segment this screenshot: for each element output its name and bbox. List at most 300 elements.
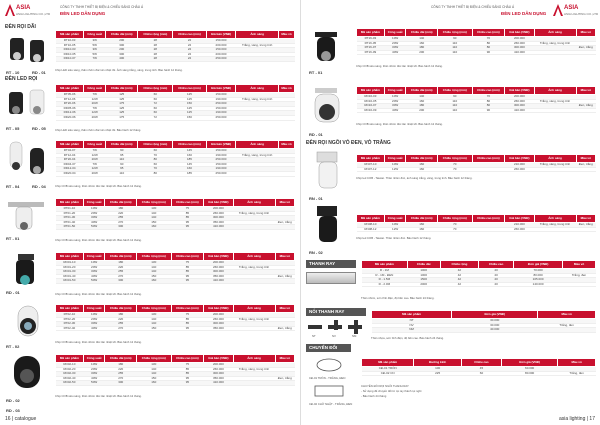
table-cell: RD01-40: [56, 274, 84, 279]
table-cell: [534, 50, 576, 55]
table-cell: RT05-06: [56, 93, 84, 98]
table-cell: 60: [461, 371, 501, 376]
table-header-cell: Công suất: [83, 253, 105, 261]
table-header-cell: Chiều rộng (mm): [136, 305, 171, 313]
table-cell: Trắng, vàng, trung tính: [236, 97, 279, 102]
table-cell: 260.000: [204, 265, 233, 270]
catalog-title: ĐÈN LED DÂN DỤNG: [60, 11, 106, 16]
table-cell: 200.000: [206, 43, 236, 48]
table-cell: 20: [479, 269, 514, 274]
table-cell: 180: [406, 104, 437, 109]
table-cell: 200.000: [206, 52, 236, 57]
table-cell: Trắng, vàng, trung tính: [236, 153, 279, 158]
table-row: [372, 328, 596, 333]
product-image-rn08: [309, 204, 349, 248]
adapter-round-icon: [309, 356, 349, 374]
table-cell: Trắng, vàng, trung tính: [233, 317, 275, 322]
table-cell: 300: [106, 43, 138, 48]
table-header-cell: Mã sản phẩm: [362, 261, 408, 269]
table-header-cell: Ánh sáng: [236, 31, 279, 39]
table-cell: CĐ-01 TRÒN: [362, 367, 414, 372]
table-header-cell: Chiều dài (mm): [105, 305, 136, 313]
table-cell: RT12-04: [56, 153, 84, 158]
table-cell: RD16-03: [357, 95, 385, 100]
table-cell: Đen, trắng: [576, 104, 595, 109]
table-cell: 80: [472, 104, 505, 109]
table-row: [357, 227, 596, 232]
table-cell: 125: [106, 97, 138, 102]
table-cell: 200: [106, 48, 138, 53]
spot-light-icon: [309, 204, 349, 248]
table-cell: 60: [138, 162, 173, 167]
table-cell: 260.000: [204, 367, 233, 372]
product-label: RT - 04: [6, 184, 20, 189]
table-cell: 42: [440, 273, 478, 278]
table-cell: 300.000: [505, 46, 534, 51]
table-cell: 150: [173, 115, 206, 120]
table-cell: 260.000: [505, 227, 534, 232]
table-cell: [275, 381, 294, 386]
table-header-cell: Chiều rộng (mm): [138, 31, 173, 39]
track-light-icon: [6, 84, 50, 124]
adapter-label: CĐ-02 CHỮ NHẬT - TRẮNG, ĐEN: [309, 402, 353, 406]
table-row: [357, 50, 596, 55]
table-cell: RD16-05: [357, 99, 385, 104]
table-cell: RT16-07: [357, 46, 385, 51]
table-cell: 12W: [84, 167, 106, 172]
table-header-cell: Chiều rộng (mm): [138, 85, 173, 93]
table-cell: [538, 328, 596, 333]
table-cell: 130: [136, 363, 171, 368]
table-cell: 220: [105, 367, 136, 372]
table-cell: Trắng, vàng, trung tính: [233, 265, 275, 270]
table-cell: 270: [105, 274, 136, 279]
table-cell: 12W: [384, 167, 406, 172]
table-header-cell: Đường kính: [414, 359, 461, 367]
table-header-cell: Công suất: [384, 215, 406, 223]
table-cell: RD02-30: [56, 372, 84, 377]
table-row: [362, 282, 596, 287]
table-cell: 30.000: [452, 323, 538, 328]
table-cell: [576, 167, 595, 172]
table-cell: 30W: [384, 104, 406, 109]
product-label: RT - 05: [6, 126, 20, 131]
spec-table: [356, 154, 596, 172]
table-cell: Trắng, vàng, trung tính: [236, 43, 279, 48]
product-image-rd02: [6, 352, 50, 396]
table-cell: 60: [138, 97, 173, 102]
table-cell: RT01-10: [56, 207, 84, 212]
table-cell: 75: [171, 363, 204, 368]
spec-table: [55, 84, 295, 121]
table-cell: 250.000: [206, 102, 236, 107]
table-cell: 110: [437, 108, 472, 113]
table-cell: 140: [136, 265, 171, 270]
table-header-cell: Công suất: [83, 199, 105, 207]
table-cell: 40W: [384, 108, 406, 113]
product-image-rt16: [309, 30, 349, 68]
spec-table: [356, 86, 596, 113]
spec-table: [356, 28, 596, 55]
table-header-cell: Chiều dài (mm): [406, 87, 437, 95]
table-cell: RT16-05: [357, 41, 385, 46]
table-header-cell: Giá bán (VNĐ): [206, 141, 236, 149]
company-name: CÔNG TY TNHH THIẾT BỊ ĐIỆN & CHIẾU SÁNG CHÂU Á: [60, 5, 144, 9]
spot-light-icon: [309, 150, 349, 194]
table-cell: 28: [138, 43, 173, 48]
table-cell: 200.000: [204, 261, 233, 266]
table-cell: [472, 227, 505, 232]
table-header-cell: Chiều dài (mm): [105, 253, 136, 261]
table-cell: 110: [437, 50, 472, 55]
table-cell: 95: [171, 381, 204, 386]
table-note: Chip COB siêu sáng, thân nhôm đúc tản nhiệt tốt. Bảo hành 12 tháng.: [55, 394, 142, 398]
table-cell: 260.000: [505, 41, 534, 46]
table-cell: 190.000: [206, 167, 236, 172]
track-light-icon: [309, 30, 349, 68]
table-cell: 200: [106, 39, 138, 44]
table-cell: 20W: [84, 171, 106, 176]
table-header-cell: Chiều dài (mm): [106, 85, 138, 93]
table-cell: 190.000: [206, 97, 236, 102]
logo-text: ASIA: [16, 5, 31, 11]
table-cell: RT16-09: [357, 50, 385, 55]
spec-table: [55, 30, 295, 62]
right-header: [301, 3, 600, 25]
table-cell: 85: [171, 317, 204, 322]
table-cell: 130: [136, 261, 171, 266]
table-cell: RD10-03: [56, 48, 84, 53]
table-cell: RD01-30: [56, 270, 84, 275]
table-note: Chip COB siêu sáng, thân nhôm đúc tản nhiệt tốt. Bảo hành 12 tháng.: [55, 238, 142, 242]
table-cell: 110: [437, 46, 472, 51]
table-cell: 30W: [384, 46, 406, 51]
table-cell: NM: [372, 328, 452, 333]
section-bar-chuyen-doi: CHUYỂN ĐỔI: [306, 344, 351, 352]
logo-text: ASIA: [564, 5, 579, 11]
table-header-cell: Màu vỏ: [576, 29, 595, 37]
table-header-cell: Giá bán (VNĐ): [505, 155, 534, 163]
table-cell: 95: [106, 167, 138, 172]
table-cell: 210.000: [505, 223, 534, 228]
table-cell: 180: [406, 46, 437, 51]
table-header-cell: Chiều cao (mm): [171, 253, 204, 261]
track-light-icon: [6, 138, 50, 182]
table-note: Chip COB siêu sáng, thân nhôm đúc tản nhiệt tốt. Bảo hành 12 tháng.: [356, 64, 443, 68]
table-header-cell: Chiều rộng: [440, 261, 478, 269]
table-cell: 12W: [84, 111, 106, 116]
table-cell: 200.000: [505, 95, 534, 100]
table-cell: 190.000: [206, 111, 236, 116]
table-cell: 150: [136, 220, 171, 225]
table-cell: 50W: [83, 279, 105, 284]
table-cell: 140: [136, 322, 171, 327]
table-cell: 10W: [384, 163, 406, 168]
product-label: RD - 01: [309, 132, 323, 137]
table-cell: 20W: [384, 41, 406, 46]
table-cell: 145: [173, 162, 206, 167]
table-header-cell: Ánh sáng: [534, 29, 576, 37]
table-cell: 10W: [83, 313, 105, 318]
brand-logo: [553, 4, 599, 18]
table-cell: 125: [106, 93, 138, 98]
table-cell: 95: [171, 220, 204, 225]
table-cell: 250.000: [206, 158, 236, 163]
table-cell: 10W: [384, 223, 406, 228]
table-cell: 125: [106, 111, 138, 116]
table-cell: RD12-06: [56, 111, 84, 116]
table-cell: Đen, trắng: [576, 163, 595, 168]
table-cell: 150: [173, 102, 206, 107]
table-cell: 80: [472, 46, 505, 51]
table-cell: 12W: [384, 227, 406, 232]
table-cell: RD16-09: [357, 108, 385, 113]
table-cell: 28: [138, 57, 173, 62]
table-cell: 90: [472, 108, 505, 113]
table-header-cell: Màu vỏ: [275, 305, 294, 313]
table-cell: 30W: [83, 270, 105, 275]
table-cell: 255: [105, 322, 136, 327]
table-cell: 80.000: [514, 273, 563, 278]
table-cell: 150: [136, 326, 171, 331]
table-cell: 150.000: [206, 162, 236, 167]
table-header-cell: Mã sản phẩm: [56, 355, 84, 363]
table-header-cell: Mã sản phẩm: [56, 141, 84, 149]
table-cell: 42: [440, 278, 478, 283]
table-header-cell: Chiều cao: [461, 359, 501, 367]
table-cell: 95: [171, 225, 204, 230]
table-cell: RT01-40: [56, 220, 84, 225]
table-cell: 1000: [407, 269, 440, 274]
table-cell: 70: [437, 223, 472, 228]
table-cell: 60: [138, 111, 173, 116]
table-note: - Sử dụng để chuyển đổi từ rọi ray thành rọi ngồi: [361, 389, 422, 393]
table-cell: 300.000: [204, 270, 233, 275]
table-cell: 22: [173, 57, 206, 62]
table-cell: Đen, trắng: [576, 223, 595, 228]
table-header-cell: Ánh sáng: [236, 141, 279, 149]
table-cell: 30W: [83, 372, 105, 377]
table-cell: 85: [171, 270, 204, 275]
table-cell: 110: [437, 41, 472, 46]
product-label: RN - 01: [309, 196, 323, 201]
track-light-icon: [6, 198, 50, 234]
table-row: [56, 381, 295, 386]
table-header-cell: Màu vỏ: [563, 261, 596, 269]
table-cell: 350.000: [204, 326, 233, 331]
adapter-rect-icon: [309, 382, 349, 400]
section-title-den-led-roi: ĐÈN LED RỌI: [5, 76, 38, 82]
section-bar-thanh-ray: THANH RAY: [306, 260, 356, 268]
table-header-cell: Chiều rộng (mm): [136, 199, 171, 207]
left-header: [0, 3, 300, 25]
table-cell: 12W: [84, 153, 106, 158]
table-cell: Trắng, vàng, trung tính: [233, 367, 275, 372]
connector-label: NT: [312, 334, 316, 338]
table-header-cell: Chiều cao (mm): [171, 355, 204, 363]
table-header-cell: Ánh sáng: [534, 87, 576, 95]
table-cell: 300.000: [505, 104, 534, 109]
table-cell: 85: [171, 372, 204, 377]
table-cell: 70: [437, 167, 472, 172]
spec-table: [55, 304, 295, 331]
table-cell: 40.000: [452, 328, 538, 333]
table-cell: 150.000: [206, 106, 236, 111]
table-cell: 300: [105, 225, 136, 230]
table-cell: 125: [106, 106, 138, 111]
product-label: RT - 10: [6, 70, 20, 75]
table-cell: 30.000: [452, 319, 538, 324]
table-cell: 80: [472, 99, 505, 104]
table-cell: 20W: [83, 265, 105, 270]
table-header-cell: Chiều cao (mm): [173, 85, 206, 93]
table-cell: 260.000: [505, 99, 534, 104]
catalog-title: ĐÈN LED DÂN DỤNG: [501, 11, 547, 16]
table-cell: [233, 225, 275, 230]
table-row: [357, 167, 596, 172]
table-cell: [233, 381, 275, 386]
table-cell: 45: [461, 367, 501, 372]
table-cell: 12W: [84, 97, 106, 102]
table-cell: Trắng, vàng, trung tính: [233, 211, 275, 216]
table-cell: 160: [173, 153, 206, 158]
table-header-cell: Đơn giá (VNĐ): [514, 261, 563, 269]
table-cell: 255: [105, 216, 136, 221]
product-image-rn07: [309, 150, 349, 194]
logo-subtext: ASIA LIGHTING CO.,LTD: [16, 12, 51, 16]
table-header-cell: Màu vỏ: [275, 199, 294, 207]
table-cell: 3W: [84, 48, 106, 53]
connector-label: NV: [332, 334, 336, 338]
table-cell: 160: [406, 227, 437, 232]
table-cell: CĐ-02 CN: [362, 371, 414, 376]
product-label: RT - 01: [309, 70, 323, 75]
product-image-rt01: [6, 198, 50, 234]
table-header-cell: Chiều cao (mm): [472, 215, 505, 223]
table-row: [56, 115, 295, 120]
table-cell: 95: [171, 274, 204, 279]
table-cell: 105.000: [514, 278, 563, 283]
table-header-cell: Chiều rộng (mm): [138, 141, 173, 149]
table-cell: [472, 167, 505, 172]
table-cell: 22: [173, 43, 206, 48]
table-cell: 150.000: [206, 39, 236, 44]
table-header-cell: Chiều rộng (mm): [437, 215, 472, 223]
product-image-rd16: [309, 86, 349, 130]
table-header-cell: Mã sản phẩm: [56, 85, 84, 93]
spec-table: [361, 260, 596, 287]
product-image-rd01: [6, 252, 50, 288]
table-cell: Trắng, vàng, trung tính: [534, 223, 576, 228]
table-cell: 60: [138, 93, 173, 98]
table-header-cell: Ánh sáng: [233, 355, 275, 363]
table-cell: R - 1M: [362, 269, 408, 274]
table-header-cell: Chiều dài (mm): [406, 155, 437, 163]
table-cell: 110: [106, 171, 138, 176]
table-cell: RT10-03: [56, 39, 84, 44]
table-cell: 160: [136, 279, 171, 284]
table-cell: RD01-20: [56, 265, 84, 270]
spec-table: [55, 354, 295, 386]
table-cell: 220: [105, 265, 136, 270]
table-cell: 160: [406, 99, 437, 104]
table-cell: Đen, trắng: [275, 274, 294, 279]
table-cell: 95: [171, 376, 204, 381]
table-note: Chip LED siêu sáng, thân nhôm đúc tản nhiệt tốt. Bảo hành 12 tháng.: [55, 128, 142, 132]
spec-table: [55, 252, 295, 284]
table-cell: RT12-06: [56, 97, 84, 102]
track-light-icon: [6, 32, 50, 68]
product-label: RD - 01: [6, 290, 20, 295]
table-cell: 160: [406, 223, 437, 228]
table-note: Chip led COB - Taiwan. Thân nhôm đúc. Bảo hành 12 tháng.: [356, 236, 432, 240]
table-header-cell: Giá bán (VNĐ): [505, 29, 534, 37]
table-cell: 42: [440, 282, 478, 287]
table-header-cell: Công suất: [84, 31, 106, 39]
table-cell: 160: [406, 163, 437, 168]
table-cell: 125: [173, 93, 206, 98]
table-cell: 1000: [407, 273, 440, 278]
table-header-cell: Công suất: [84, 141, 106, 149]
product-image-rt05: [6, 84, 50, 124]
table-cell: 3W: [84, 39, 106, 44]
table-cell: 10W: [384, 95, 406, 100]
table-cell: 60.000: [502, 367, 558, 372]
table-cell: [534, 167, 576, 172]
table-cell: 90: [106, 149, 138, 154]
table-cell: 95: [106, 153, 138, 158]
table-cell: RD20-06: [56, 115, 84, 120]
table-cell: RT02-10: [56, 313, 84, 318]
table-cell: 70: [437, 163, 472, 168]
table-cell: [275, 225, 294, 230]
table-header-cell: Chiều dài (mm): [106, 31, 138, 39]
table-cell: RD05-06: [56, 106, 84, 111]
table-cell: 250.000: [206, 171, 236, 176]
table-cell: 260.000: [204, 211, 233, 216]
table-cell: 75: [171, 261, 204, 266]
table-row: [357, 108, 596, 113]
table-cell: 130: [136, 313, 171, 318]
table-cell: 10W: [384, 37, 406, 42]
table-row: [56, 57, 295, 62]
table-header-row: [56, 85, 295, 93]
table-cell: 350.000: [204, 220, 233, 225]
table-header-cell: Màu vỏ: [576, 155, 595, 163]
table-header-cell: Giá bán (VNĐ): [204, 305, 233, 313]
table-header-row: [372, 311, 596, 319]
table-header-cell: Chiều rộng (mm): [136, 355, 171, 363]
table-cell: 75: [171, 207, 204, 212]
table-cell: 180: [105, 207, 136, 212]
table-cell: [576, 227, 595, 232]
table-header-cell: Công suất: [83, 305, 105, 313]
table-header-cell: Chiều dài: [407, 261, 440, 269]
table-cell: 350.000: [204, 376, 233, 381]
table-header-cell: Màu vỏ: [576, 87, 595, 95]
track-light-icon: [6, 252, 50, 288]
table-cell: RT04-07: [56, 149, 84, 154]
table-header-cell: Giá bán (VNĐ): [505, 215, 534, 223]
table-header-cell: Mã sản phẩm: [357, 215, 385, 223]
table-cell: RN08-12: [357, 227, 385, 232]
table-cell: 22: [173, 39, 206, 44]
table-header-cell: Chiều rộng (mm): [437, 155, 472, 163]
table-cell: R - 1.5M: [362, 278, 408, 283]
table-header-cell: Mã sản phẩm: [362, 359, 414, 367]
table-cell: 80: [138, 158, 173, 163]
table-cell: 110: [437, 99, 472, 104]
